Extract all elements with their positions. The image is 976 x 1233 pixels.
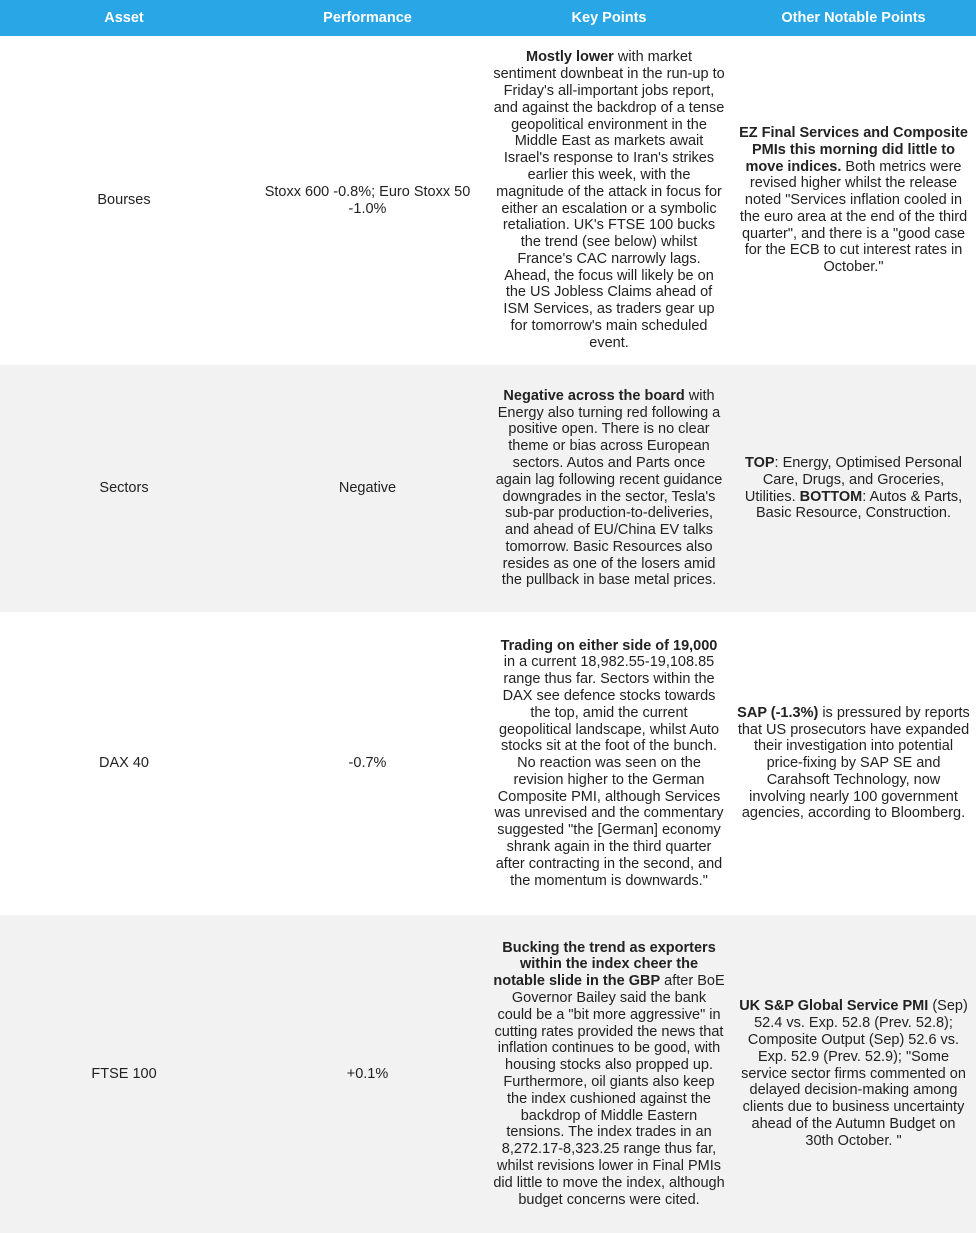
other-points-text: (Sep) 52.4 vs. Exp. 52.8 (Prev. 52.8); Composite Output (Sep) 52.6 vs. Exp. 52.9 (Prev. 52.9); "Some service sector firms commented on delayed decision-making among clients due to business uncertainty ahead of the Autumn Budget on 30th October. "	[741, 998, 968, 1149]
asset-cell: FTSE 100	[0, 915, 248, 1233]
key-points-text: in a current 18,982.55-19,108.85 range thus far. Sectors within the DAX see defence stocks towards the top, amid the current geopolitical landscape, whilst Auto stocks sit at the foot of the bunch. No reaction was seen on the revision higher to the German Composite PMI, although Services was unrevised and the commentary suggested "the [German] economy shrank again in the third quarter after contracting in the second, and the momentum is downwards."	[494, 654, 724, 889]
other-points-cell	[731, 365, 976, 612]
top-sectors-text: : Energy, Optimised Personal Care, Drugs, and Groceries, Utilities.	[744, 454, 963, 505]
other-points-bold: UK S&P Global Service PMI	[739, 998, 929, 1015]
performance-cell: Negative	[248, 365, 487, 612]
key-points-cell	[487, 612, 731, 915]
performance-cell: Stoxx 600 -0.8%; Euro Stoxx 50 -1.0%	[264, 183, 471, 217]
performance-cell: +0.1%	[248, 915, 487, 1233]
key-points-bold: Trading on either side of 19,000	[500, 637, 718, 654]
table-row	[0, 365, 976, 612]
table-row	[0, 915, 976, 1233]
header-other-points: Other Notable Points	[731, 0, 976, 36]
key-points-bold: Negative across the board	[503, 387, 685, 404]
key-points-text: with market sentiment downbeat in the run-up to Friday's all-important jobs report, and against the backdrop of a tense geopolitical environment in the Middle East as markets await Israel's response to Iran's strikes earlier this week, with the magnitude of the attack in focus for either an escalation or a symbolic retaliation. UK's FTSE 100 bucks the trend (see below) whilst France's CAC narrowly lags. Ahead, the focus will likely be on the US Jobless Claims ahead of ISM Services, as traders gear up for tomorrow's main scheduled event.	[493, 49, 725, 351]
key-points-cell	[487, 915, 731, 1233]
bottom-label: BOTTOM	[799, 488, 863, 505]
key-points-cell	[487, 36, 731, 365]
bottom-sectors-text: : Autos & Parts, Basic Resource, Construction.	[755, 488, 963, 522]
header-asset: Asset	[0, 0, 248, 36]
other-points-cell	[731, 612, 976, 915]
table-row	[0, 612, 976, 915]
key-points-text: with Energy also turning red following a positive open. There is no clear theme or bias across European sectors. Autos and Parts once again lag following recent guidance downgrades in the sector, Tesla's sub-par production-to-deliveries, and ahead of EU/China EV talks tomorrow. Basic Resources also resides as one of the losers amid the pullback in base metal prices.	[495, 387, 723, 589]
table-row	[0, 36, 976, 365]
asset-cell: Sectors	[0, 365, 248, 612]
asset-cell: Bourses	[97, 192, 151, 209]
other-points-cell	[731, 36, 976, 365]
performance-cell: -0.7%	[348, 755, 387, 772]
key-points-bold: Mostly lower	[526, 49, 614, 66]
other-points-bold: SAP (-1.3%)	[737, 704, 819, 721]
key-points-bold: Bucking the trend as exporters within the index cheer the notable slide in the GBP	[493, 939, 716, 990]
other-points-text: is pressured by reports that US prosecutors have expanded their investigation into potential price-fixing by SAP SE and Carahsoft Technology, now involving nearly 100 government agencies, according to Bloomberg.	[737, 704, 970, 822]
key-points-cell	[487, 365, 731, 612]
key-points-text: after BoE Governor Bailey said the bank could be a "bit more aggressive" in cutting rates provided the news that inflation continues to be good, with housing stocks also propped up. Furthermore, oil giants also keep the index cushioned against the backdrop of Middle Eastern tensions. The index trades in an 8,272.17-8,323.25 range thus far, whilst revisions lower in Final PMIs did little to move the index, although budget concerns were cited.	[493, 973, 725, 1208]
other-points-bold: EZ Final Services and Composite PMIs this morning did little to move indices.	[739, 124, 968, 175]
other-points-cell	[731, 915, 976, 1233]
other-points-text: Both metrics were revised higher whilst the release noted "Services inflation cooled in the euro area at the end of the third quarter", and there is a "good case for the ECB to cut interest rates in October."	[739, 158, 968, 276]
header-key-points: Key Points	[487, 0, 731, 36]
asset-cell: DAX 40	[99, 755, 149, 772]
table-header-row	[0, 0, 976, 36]
top-label: TOP	[744, 454, 775, 471]
header-performance: Performance	[248, 0, 487, 36]
